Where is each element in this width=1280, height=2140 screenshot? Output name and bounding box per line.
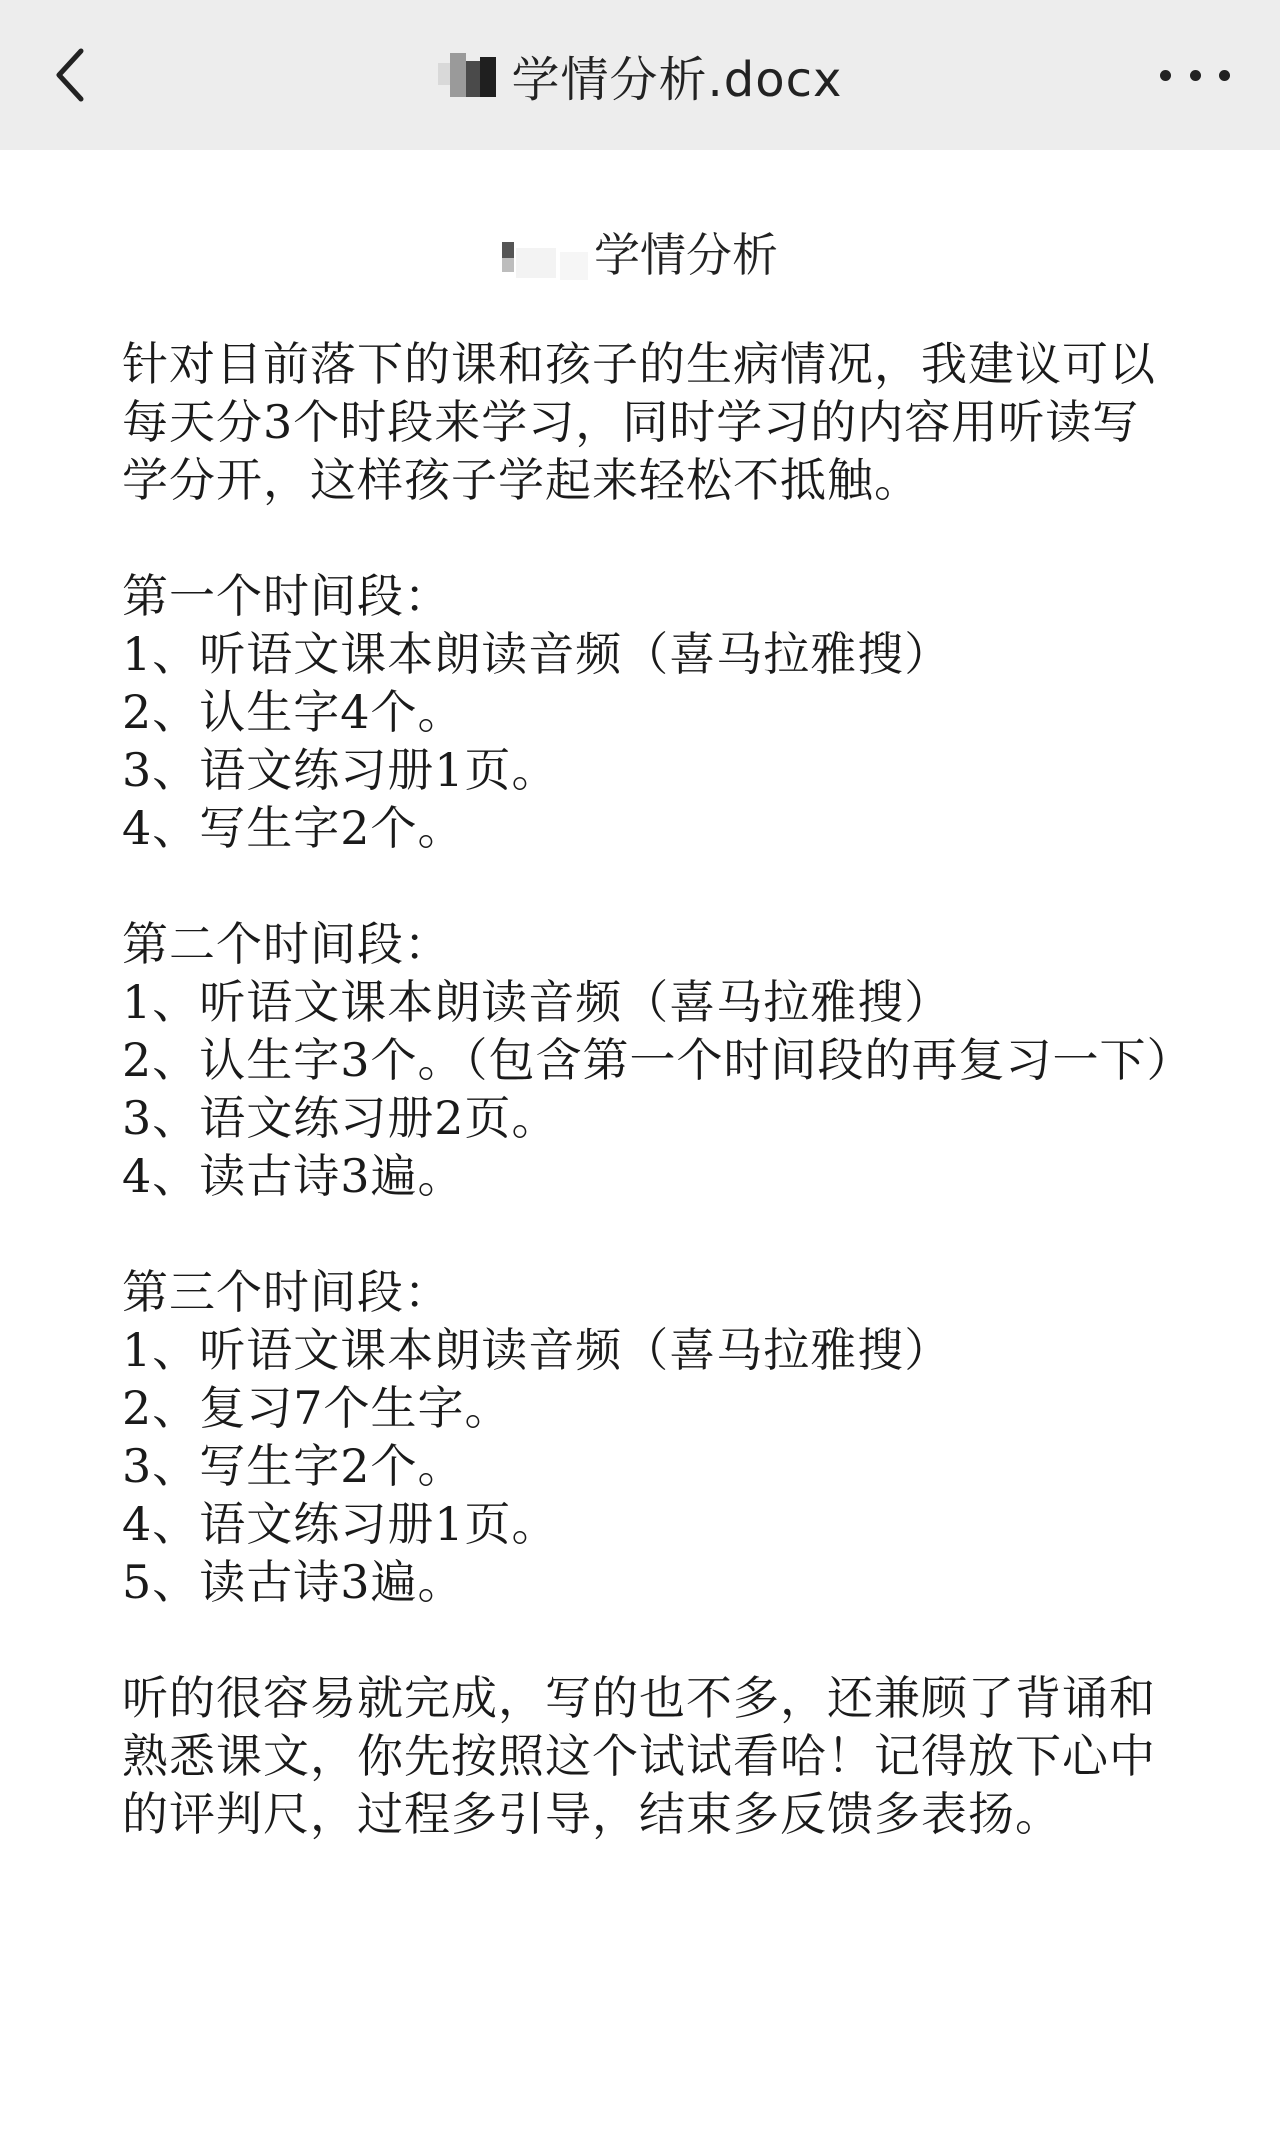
more-dot-icon — [1160, 70, 1171, 81]
more-dot-icon — [1219, 70, 1230, 81]
list-item: 4、写生字2个。 — [122, 801, 465, 855]
redacted-title-prefix — [502, 234, 592, 284]
more-options-button[interactable] — [1160, 55, 1230, 95]
list-item: 4、语文练习册1页。 — [122, 1497, 559, 1551]
section-heading: 第三个时间段： — [122, 1265, 451, 1319]
list-item: 4、读古诗3遍。 — [122, 1149, 465, 1203]
file-title: 学情分析.docx — [511, 51, 843, 108]
section-2 — [122, 915, 1194, 1205]
document-title-row — [122, 223, 1158, 287]
list-item: 3、写生字2个。 — [122, 1439, 465, 1493]
list-item: 1、听语文课本朗读音频（喜马拉雅搜） — [122, 975, 952, 1029]
section-1 — [122, 567, 1182, 857]
intro-paragraph: 针对目前落下的课和孩子的生病情况，我建议可以每天分3个时段来学习，同时学习的内容用听读写学分开，这样孩子学起来轻松不抵触。 — [122, 337, 1156, 507]
list-item: 1、听语文课本朗读音频（喜马拉雅搜） — [122, 1323, 952, 1377]
document-body — [122, 205, 1194, 1843]
redacted-name-block — [438, 53, 496, 97]
list-item: 2、认生字4个。 — [122, 685, 465, 739]
list-item: 3、语文练习册2页。 — [122, 1091, 559, 1145]
back-button[interactable] — [40, 45, 100, 105]
document-title: 学情分析 — [594, 228, 778, 282]
list-item: 3、语文练习册1页。 — [122, 743, 559, 797]
top-navigation-bar — [0, 0, 1280, 150]
more-dot-icon — [1190, 70, 1201, 81]
chevron-left-icon — [53, 47, 87, 103]
spacer — [122, 509, 1182, 567]
list-item: 2、认生字3个。（包含第一个时间段的再复习一下） — [122, 1033, 1194, 1087]
section-3 — [122, 1263, 1182, 1611]
list-item: 1、听语文课本朗读音频（喜马拉雅搜） — [122, 627, 952, 681]
list-item: 2、复习7个生字。 — [122, 1381, 512, 1435]
title-area — [0, 0, 1280, 150]
spacer — [122, 1611, 1182, 1669]
spacer — [122, 857, 1182, 915]
closing-paragraph: 听的很容易就完成，写的也不多，还兼顾了背诵和熟悉课文，你先按照这个试试看哈！记得放下心中的评判尺，过程多引导，结束多反馈多表扬。 — [122, 1671, 1156, 1841]
list-item: 5、读古诗3遍。 — [122, 1555, 465, 1609]
spacer — [122, 1205, 1182, 1263]
section-heading: 第二个时间段： — [122, 917, 451, 971]
section-heading: 第一个时间段： — [122, 569, 451, 623]
